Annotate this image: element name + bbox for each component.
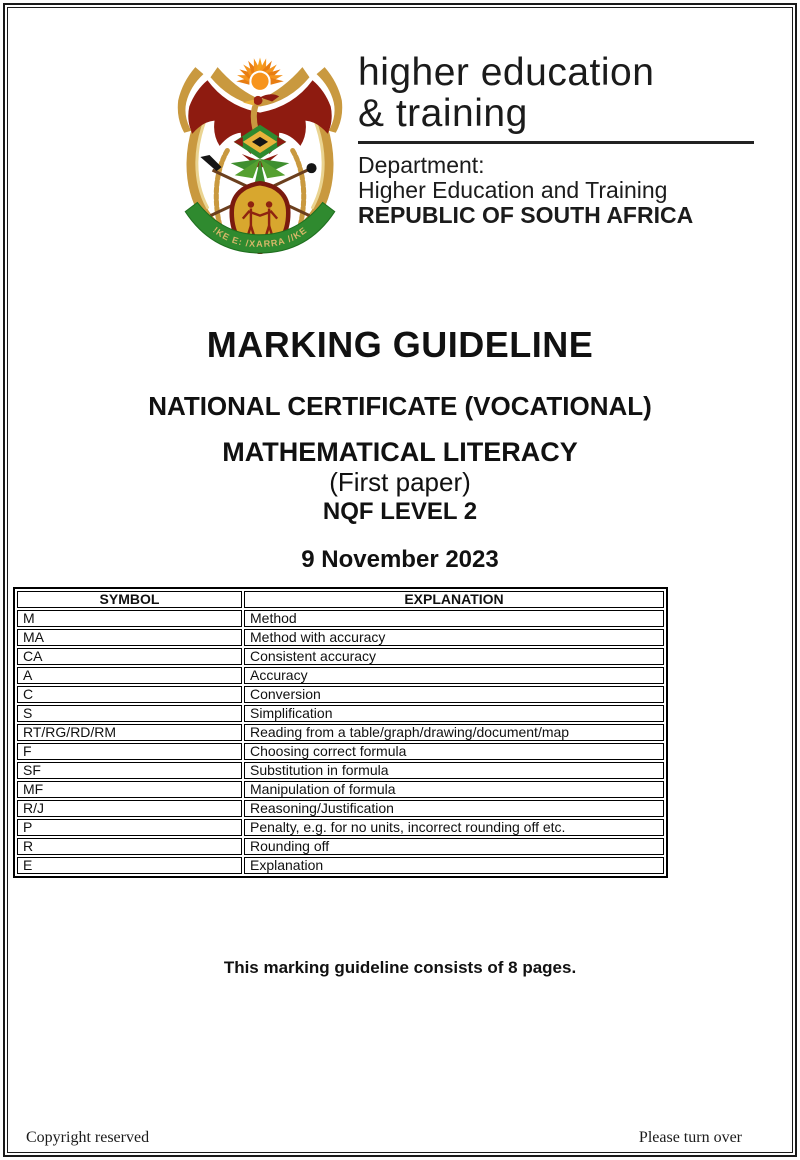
page-title: MARKING GUIDELINE [206,324,594,365]
table-row [17,857,664,874]
explanation-cell: Substitution in formula [244,762,664,779]
symbol-column-header: SYMBOL [17,591,242,608]
symbol-cell: MF [17,781,242,798]
country-name: REPUBLIC OF SOUTH AFRICA [358,202,694,228]
sun-icon [236,57,284,89]
explanation-cell: Method [244,610,664,627]
explanation-cell: Rounding off [244,838,664,855]
symbol-cell: M [17,610,242,627]
symbol-cell: F [17,743,242,760]
table-row [17,762,664,779]
title-block [8,326,792,978]
certificate-title: NATIONAL CERTIFICATE (VOCATIONAL) [148,391,652,421]
explanation-cell: Reasoning/Justification [244,800,664,817]
logo-text-block [358,52,754,228]
explanation-cell: Method with accuracy [244,629,664,646]
page-border-inner [7,7,793,1153]
explanation-cell: Explanation [244,857,664,874]
subject-title: MATHEMATICAL LITERACY [222,437,578,467]
copyright-text: Copyright reserved [26,1129,150,1146]
symbol-cell: S [17,705,242,722]
symbol-cell: A [17,667,242,684]
table-row [17,800,664,817]
symbol-cell: E [17,857,242,874]
page-count-note: This marking guideline consists of 8 pages. [223,958,577,977]
wordmark-line2: & training [358,92,528,135]
table-row [17,648,664,665]
explanation-cell: Simplification [244,705,664,722]
page-footer [8,1129,792,1147]
symbol-cell: MA [17,629,242,646]
explanation-cell: Choosing correct formula [244,743,664,760]
protea-leaves [231,159,290,182]
symbol-cell: SF [17,762,242,779]
table-row [17,629,664,646]
symbol-cell: P [17,819,242,836]
table-row [17,838,664,855]
table-header-row [17,591,664,608]
table-row [17,686,664,703]
department-label: Department: [358,152,485,178]
explanation-cell: Consistent accuracy [244,648,664,665]
wordmark-line1: higher education [358,51,655,94]
paper-subtitle: (First paper) [329,467,471,497]
explanation-cell: Accuracy [244,667,664,684]
motto-text: !KE E: /XARRA //KE [210,224,309,249]
explanation-cell: Penalty, e.g. for no units, incorrect rounding off etc. [244,819,664,836]
page-border-outer [3,3,797,1157]
logo-wordmark [358,52,754,134]
explanation-column-header: EXPLANATION [244,591,664,608]
explanation-cell: Conversion [244,686,664,703]
explanation-cell: Manipulation of formula [244,781,664,798]
table-row [17,724,664,741]
symbol-cell: R/J [17,800,242,817]
symbol-cell: RT/RG/RD/RM [17,724,242,741]
table-row [17,743,664,760]
symbol-cell: CA [17,648,242,665]
table-row [17,781,664,798]
department-name: Higher Education and Training [358,177,668,203]
logo-divider [358,141,754,144]
table-row [17,610,664,627]
explanation-cell: Reading from a table/graph/drawing/document/map [244,724,664,741]
symbol-cell: C [17,686,242,703]
table-row [17,819,664,836]
exam-date: 9 November 2023 [301,546,499,573]
symbol-table [13,587,668,878]
nqf-level: NQF LEVEL 2 [322,498,478,525]
table-row [17,667,664,684]
symbol-cell: R [17,838,242,855]
table-row [17,705,664,722]
coat-of-arms-icon [174,56,346,254]
department-logo [174,51,792,254]
turn-over-text: Please turn over [638,1129,742,1146]
